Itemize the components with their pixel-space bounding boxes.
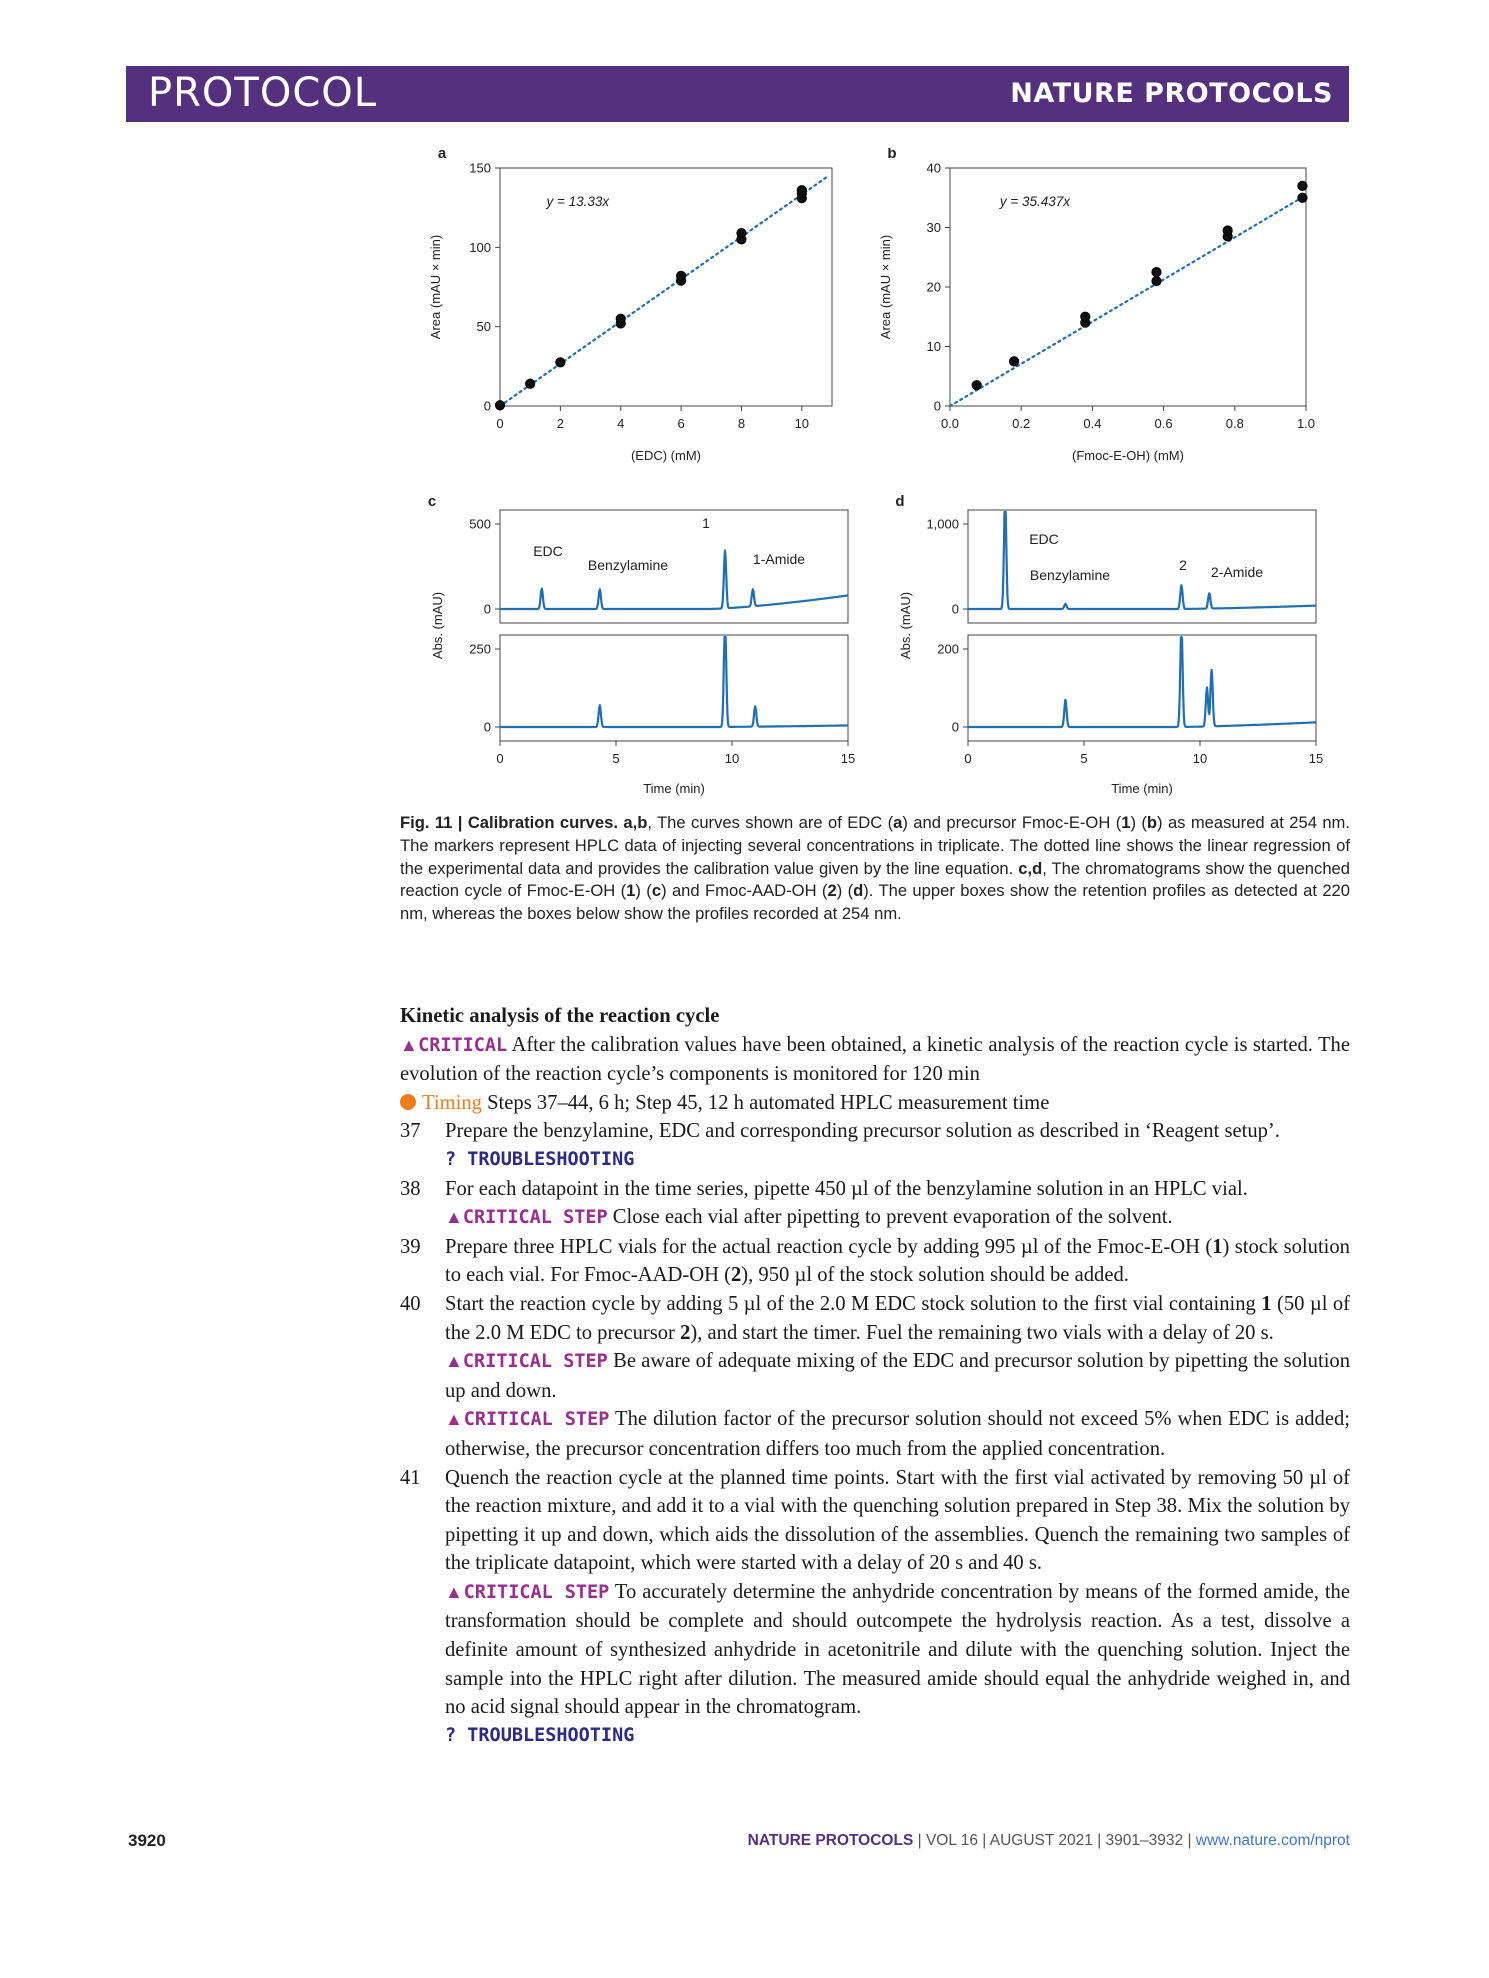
- step-40: [400, 1290, 1350, 1464]
- x-tick-label: 1.0: [1296, 416, 1316, 431]
- panel-label: b: [887, 148, 897, 162]
- timing-label: Timing: [422, 1091, 482, 1114]
- y-tick-label: 30: [926, 220, 941, 235]
- step-number: 37: [400, 1120, 421, 1143]
- step-text: Prepare three HPLC vials for the actual reaction cycle by adding 995 µl of the Fmoc-E-OH (1) stock solution to each vial. For Fmoc-AAD-OH (2), 950 µl of the stock solution should be added.: [445, 1235, 1350, 1287]
- step-41: [400, 1464, 1350, 1751]
- x-tick-label: 0.2: [1012, 416, 1031, 431]
- critical-step: ▲CRITICAL STEP The dilution factor of the precursor solution should not exceed 5% when EDC is added; otherwise, the precursor concentration differs too much from the applied concentration.: [445, 1408, 1350, 1460]
- data-point: [972, 381, 981, 390]
- x-tick-label: 0.0: [940, 416, 960, 431]
- data-point: [526, 379, 535, 388]
- peak-label: EDC: [1029, 531, 1059, 547]
- data-point: [1081, 312, 1090, 321]
- x-tick-label: 0.4: [1083, 416, 1102, 431]
- data-point: [1152, 276, 1161, 285]
- x-tick-label: 15: [1308, 751, 1324, 766]
- y-tick-label: 0: [951, 601, 959, 617]
- footer-url[interactable]: www.nature.com/nprot: [1195, 1832, 1350, 1849]
- data-point: [737, 228, 746, 237]
- chromatogram-trace: [968, 512, 1316, 609]
- y-tick-label: 50: [476, 319, 491, 335]
- regression-line: [500, 176, 829, 406]
- data-point: [797, 186, 806, 195]
- caption-ref: c,d: [1018, 858, 1043, 878]
- y-tick-label: 150: [469, 160, 491, 176]
- x-axis-label: (Fmoc-E-OH) (mM): [1072, 448, 1184, 463]
- fit-equation: y = 35.437x: [999, 194, 1071, 209]
- y-axis-label: Abs. (mAU): [430, 591, 445, 660]
- y-tick-label: 200: [937, 641, 959, 657]
- data-point: [676, 271, 685, 280]
- section-label: PROTOCOL: [148, 70, 378, 116]
- plot-frame: [500, 635, 848, 741]
- timing-dot-icon: [400, 1094, 416, 1110]
- x-tick-label: 0: [496, 416, 504, 431]
- data-point: [1298, 193, 1307, 202]
- step-39: [400, 1233, 1350, 1290]
- critical-note: ▲CRITICAL After the calibration values have been obtained, a kinetic analysis of the reaction cycle is started. The evolution of the reaction cycle’s components is monitored for 120 min: [400, 1033, 1350, 1086]
- data-point: [1223, 226, 1232, 235]
- page-number: 3920: [128, 1831, 166, 1850]
- x-tick-label: 10: [794, 416, 810, 431]
- y-axis-label: Area (mAU × min): [878, 234, 893, 340]
- figure-11: [390, 148, 1350, 800]
- y-axis-label: Area (mAU × min): [428, 234, 443, 340]
- panel-label: c: [427, 493, 437, 510]
- step-text: For each datapoint in the time series, pipette 450 µl of the benzylamine solution in an HPLC vial.: [445, 1177, 1248, 1200]
- y-tick-label: 0: [483, 601, 491, 617]
- step-37: [400, 1117, 1350, 1174]
- x-tick-label: 15: [840, 751, 856, 766]
- x-tick-label: 2: [556, 416, 564, 431]
- y-tick-label: 100: [469, 239, 491, 255]
- critical-triangle-icon: ▲: [445, 1409, 464, 1430]
- y-tick-label: 0: [933, 398, 941, 414]
- footer-citation: NATURE PROTOCOLS | VOL 16 | AUGUST 2021 | 3901–3932 | www.nature.com/nprot: [747, 1832, 1350, 1849]
- critical-step: ▲CRITICAL STEP To accurately determine the anhydride concentration by means of the formed amide, the transformation should be complete and should outcompete the hydrolysis reaction. As a test, dissolve a definite amount of synthesized anhydride in acetonitrile and dilute with the quenching solution. Inject the sample into the HPLC right after dilution. The measured amide should equal the anhydride weighed in, and no acid signal should appear in the chromatogram.: [445, 1580, 1350, 1719]
- y-tick-label: 250: [469, 641, 491, 657]
- step-text: Prepare the benzylamine, EDC and corresponding precursor solution as described in ‘Reagent setup’.: [445, 1120, 1280, 1143]
- critical-step: ▲CRITICAL STEP Be aware of adequate mixing of the EDC and precursor solution by pipetting the solution up and down.: [445, 1350, 1351, 1402]
- plot-frame: [968, 510, 1316, 623]
- step-38: [400, 1175, 1350, 1233]
- x-axis-label: Time (min): [643, 781, 705, 796]
- critical-triangle-icon: ▲: [445, 1581, 464, 1602]
- x-tick-label: 0: [964, 751, 972, 766]
- x-tick-label: 6: [677, 416, 685, 431]
- data-point: [616, 314, 625, 323]
- section-title: Kinetic analysis of the reaction cycle: [400, 1005, 720, 1027]
- figure-caption: Fig. 11 | Calibration curves. a,b, The curves shown are of EDC (a) and precursor Fmoc-E-OH (1) (b) as measured at 254 nm. The markers represent HPLC data of injecting several concentrations in triplicate. The dotted line shows the linear regression of the experimental data and provides the calibration value given by the line equation. c,d, The chromatograms show the quenched reaction cycle of Fmoc-E-OH (1) (c) and Fmoc-AAD-OH (2) (d). The upper boxes show the retention profiles as detected at 220 nm, whereas the boxes below show the profiles recorded at 254 nm.: [400, 813, 1351, 924]
- data-point: [556, 358, 565, 367]
- y-tick-label: 0: [951, 719, 959, 735]
- footer-journal: NATURE PROTOCOLS: [747, 1832, 914, 1849]
- journal-name: NATURE PROTOCOLS: [1010, 78, 1333, 109]
- data-point: [495, 401, 504, 410]
- chromatogram-trace: [500, 637, 848, 727]
- chromatogram-trace: [968, 637, 1316, 727]
- fit-equation: y = 13.33x: [546, 194, 610, 209]
- step-text: Quench the reaction cycle at the planned time points. Start with the first vial activated by removing 50 µl of the reaction mixture, and add it to a vial with the quenching solution prepared in Step 38. Mix the solution by pipetting it up and down, which aids the dissolution of the assemblies. Quench the remaining two samples of the triplicate datapoint, which were started with a delay of 20 s and 40 s.: [445, 1466, 1350, 1575]
- troubleshooting-label: ? TROUBLESHOOTING: [445, 1148, 635, 1170]
- y-tick-label: 10: [926, 339, 941, 354]
- x-tick-label: 10: [724, 751, 740, 766]
- critical-label: CRITICAL: [418, 1034, 508, 1056]
- troubleshooting-label: ? TROUBLESHOOTING: [445, 1724, 635, 1746]
- x-tick-label: 5: [1080, 751, 1088, 766]
- x-tick-label: 10: [1192, 751, 1208, 766]
- y-tick-label: 500: [469, 516, 491, 532]
- peak-label: 1-Amide: [752, 551, 806, 567]
- step-text: Start the reaction cycle by adding 5 µl of the 2.0 M EDC stock solution to the first vial containing 1 (50 µl of the 2.0 M EDC to precursor 2), and start the timer. Fuel the remaining two vials with a delay of 20 s.: [445, 1292, 1351, 1344]
- y-tick-label: 20: [926, 279, 941, 295]
- x-tick-label: 5: [612, 751, 620, 766]
- caption-title: Fig. 11 | Calibration curves.: [400, 813, 618, 832]
- x-tick-label: 0: [496, 751, 504, 766]
- figure-svg: [390, 148, 1350, 800]
- step-number: 39: [400, 1235, 421, 1258]
- peak-label: Benzylamine: [1029, 567, 1111, 583]
- x-axis-label: Time (min): [1111, 781, 1173, 796]
- data-point: [1298, 181, 1307, 190]
- step-number: 41: [400, 1466, 421, 1489]
- timing-note: Timing Steps 37–44, 6 h; Step 45, 12 h automated HPLC measurement time: [400, 1089, 1350, 1118]
- peak-label: 1: [702, 515, 710, 531]
- critical-step: ▲CRITICAL STEP Close each vial after pipetting to prevent evaporation of the solvent.: [445, 1206, 1173, 1229]
- y-tick-label: 1,000: [926, 516, 959, 532]
- x-tick-label: 0.8: [1225, 416, 1244, 431]
- y-tick-label: 0: [483, 719, 491, 735]
- data-point: [1009, 357, 1018, 366]
- critical-triangle-icon: ▲: [445, 1207, 463, 1228]
- caption-ref: a,b: [623, 813, 648, 832]
- panel-label: d: [895, 493, 905, 510]
- y-axis-label: Abs. (mAU): [898, 591, 913, 660]
- x-tick-label: 0.6: [1154, 416, 1173, 431]
- panel-label: a: [437, 148, 447, 162]
- regression-line: [950, 197, 1302, 406]
- y-tick-label: 0: [483, 398, 491, 414]
- x-tick-label: 8: [737, 416, 746, 431]
- critical-triangle-icon: ▲: [400, 1034, 419, 1055]
- kinetic-analysis-section: [400, 1002, 1350, 1750]
- y-tick-label: 40: [926, 160, 941, 176]
- peak-label: EDC: [533, 543, 563, 559]
- peak-label: 2: [1179, 557, 1187, 573]
- critical-triangle-icon: ▲: [445, 1351, 463, 1372]
- peak-label: Benzylamine: [587, 557, 669, 573]
- peak-label: 2-Amide: [1210, 564, 1264, 580]
- step-number: 40: [400, 1292, 421, 1315]
- x-tick-label: 4: [617, 416, 625, 431]
- x-axis-label: (EDC) (mM): [630, 448, 702, 463]
- header-banner: [126, 66, 1349, 122]
- data-point: [1152, 268, 1161, 277]
- step-number: 38: [400, 1177, 421, 1200]
